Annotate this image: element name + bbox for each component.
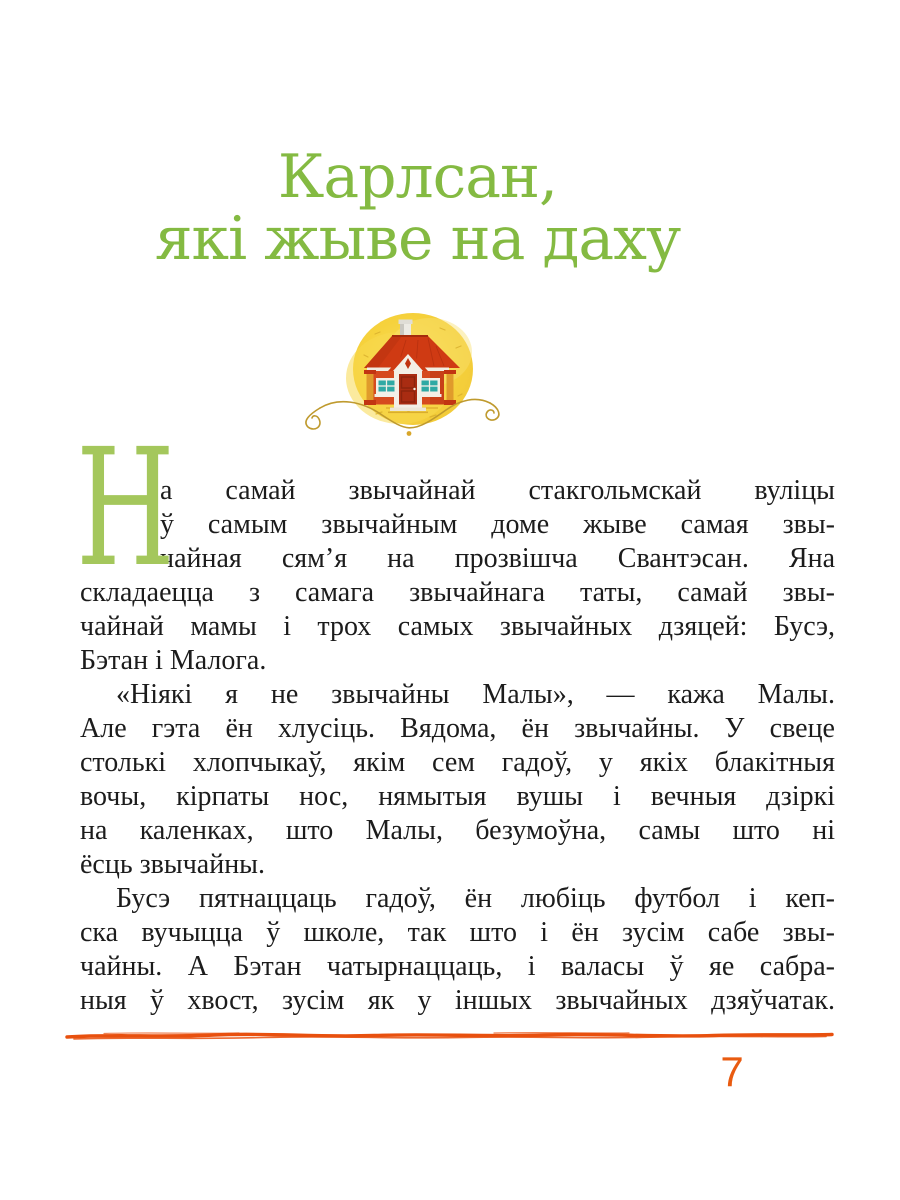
text-line: чайнай мамы і трох самых звычайных дзяцей: Бусэ, [80, 611, 835, 642]
text-line: Але гэта ён хлусіць. Вядома, ён звычайны. У свеце [80, 713, 835, 744]
body-text [76, 415, 835, 1018]
crayon-rule-svg [64, 1028, 836, 1044]
page-number: 7 [720, 1048, 744, 1095]
house-illustration-svg [280, 300, 620, 440]
text-line: столькі хлопчыкаў, якім сем гадоў, у якіх блакітныя [80, 747, 835, 778]
text-line: ска вучыцца ў школе, так што і ён зусім сабе звы- [80, 917, 835, 948]
text-line: чайны. А Бэтан чатырнаццаць, і валасы ў яе сабра- [80, 951, 835, 982]
text-line: вочы, кірпаты нос, нямытыя вушы і вечныя дзіркі [80, 781, 835, 812]
text-line: ў самым звычайным доме жыве самая звы- [160, 509, 835, 540]
drop-cap-letter: Н [76, 415, 175, 603]
text-line: на каленках, што Малы, безумоўна, самы што ні [80, 815, 835, 846]
chapter-title [40, 142, 795, 274]
chapter-title-line-2: які жыве на даху [154, 204, 681, 274]
left-window-icon [375, 378, 399, 397]
chapter-title-line-1: Карлсан, [277, 142, 558, 212]
text-line: ёсць звычайны. [80, 849, 265, 880]
text-line: складаецца з самага звычайнага таты, самай звы- [80, 577, 835, 608]
text-line: Бусэ пятнаццаць гадоў, ён любіць футбол і кеп- [116, 883, 835, 914]
decorative-rule [64, 1028, 836, 1044]
text-line: «Ніякі я не звычайны Малы», — кажа Малы. [116, 679, 835, 710]
chapter-illustration [280, 300, 620, 440]
text-line: Бэтан і Малога. [80, 645, 267, 676]
right-window-icon [418, 378, 442, 397]
text-line: чайная сям’я на прозвішча Свантэсан. Яна [160, 543, 835, 574]
text-line: ныя ў хвост, зусім як у іншых звычайных дзяўчатак. [80, 985, 835, 1016]
text-line: а самай звычайнай стакгольмскай вуліцы [160, 475, 835, 506]
